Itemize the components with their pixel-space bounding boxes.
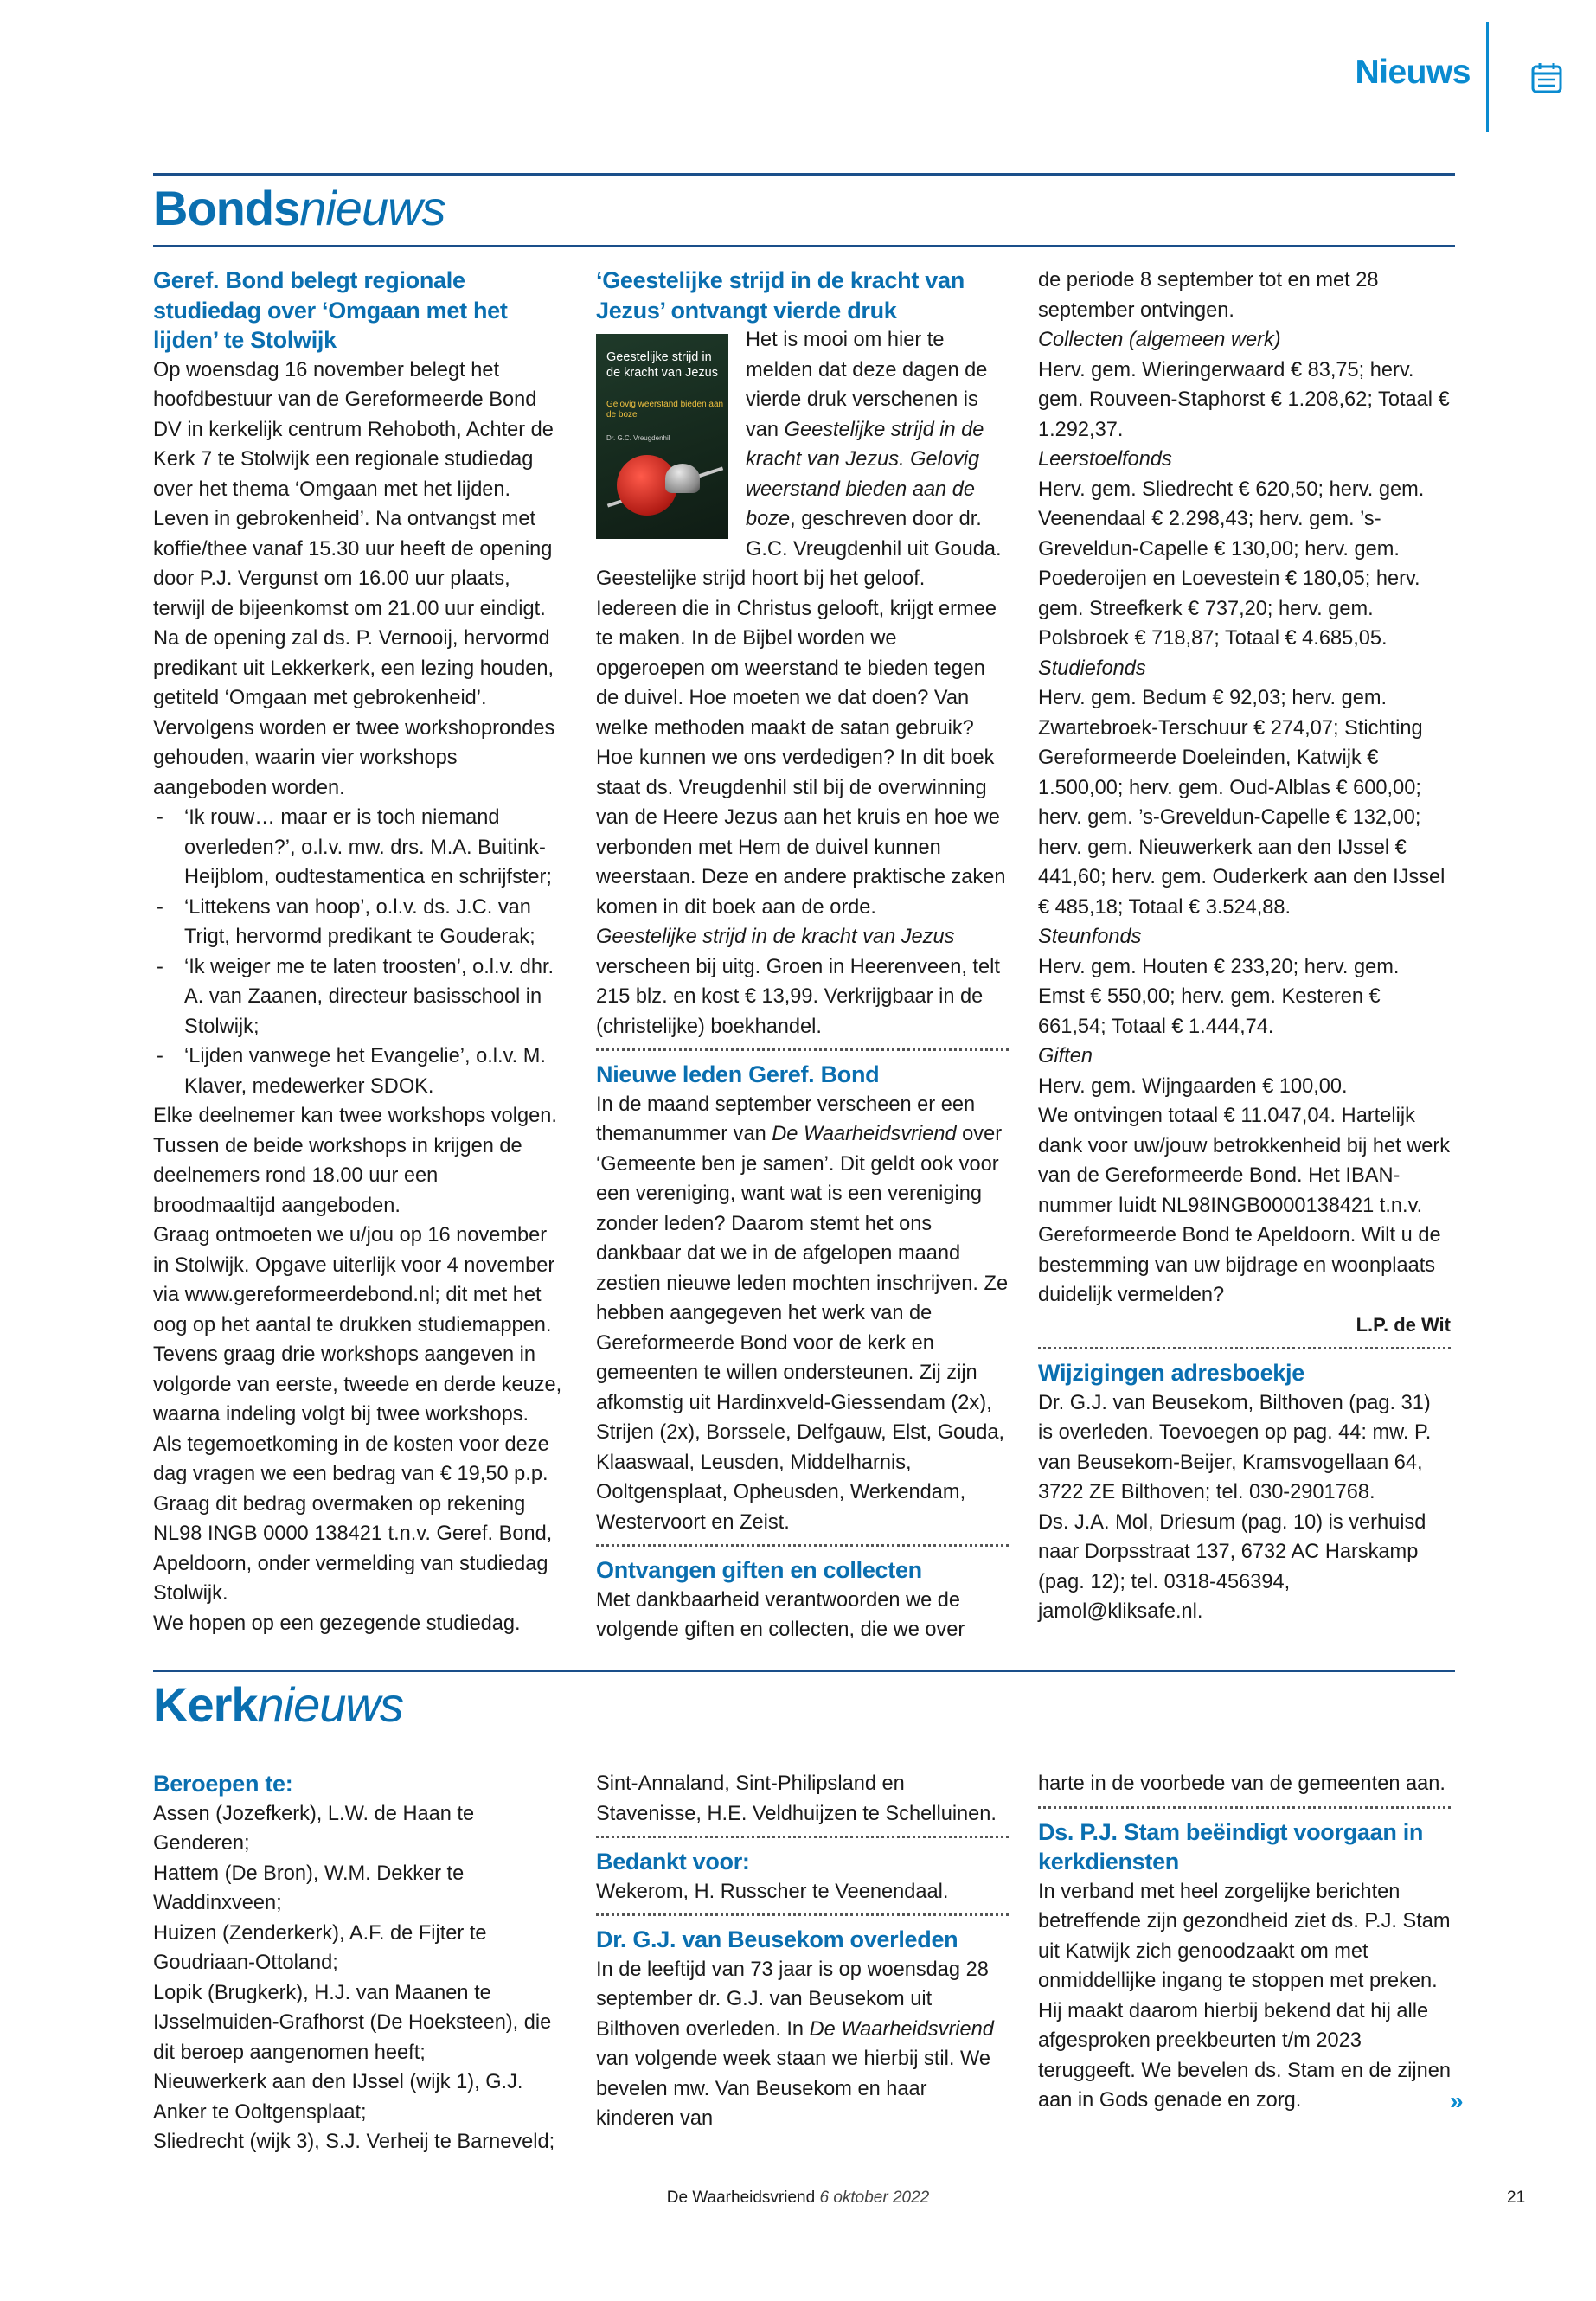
article-paragraph: Dr. G.J. van Beusekom, Bilthoven (pag. 31) is overleden. Toevoegen op pag. 44: mw. P. van Beusekom-Beijer, Kramsvogellaan 64, 3722 ZE Bilthoven; tel. 030-2901768. [1038, 1391, 1432, 1503]
dotted-divider [596, 1544, 1009, 1547]
article-heading: Ds. P.J. Stam beëindigt voorgaan in kerkdiensten [1038, 1818, 1424, 1875]
header-divider [1486, 22, 1489, 132]
fund-list: Herv. gem. Wieringerwaard € 83,75; herv. gem. Rouveen-Staphorst € 1.208,62; Totaal € 1.292,37. [1038, 358, 1450, 441]
article-heading: ‘Geestelijke strijd in de kracht van Jezus’ ontvangt vierde druk [596, 267, 965, 324]
section-rule-top [153, 173, 1455, 176]
section-tag: Nieuws [1355, 54, 1471, 91]
section-title-bondsnieuws: Bondsnieuws [153, 181, 445, 235]
article-heading: Ontvangen giften en collecten [596, 1557, 922, 1583]
book-cover [596, 334, 728, 539]
article-heading: Beroepen te: [153, 1771, 293, 1797]
kerknieuws-column-3 [1038, 1769, 1451, 2116]
fund-list: Herv. gem. Bedum € 92,03; herv. gem. Zwartebroek-Terschuur € 274,07; Stichting Gereformeerde Doeleinden, Katwijk € 1.500,00; herv. gem. Oud-Alblas € 600,00; herv. gem. ’s-Greveldun-Capelle € 132,00; herv. gem. Nieuwerkerk aan den IJssel € 441,60; herv. gem. Ouderkerk aan den IJssel € 485,18; Totaal € 3.524,88. [1038, 687, 1445, 919]
list-item: Wekerom, H. Russcher te Veenendaal. [596, 1880, 949, 1903]
list-item: Assen (Jozefkerk), L.W. de Haan te Genderen; [153, 1802, 475, 1855]
article-paragraph: Ds. J.A. Mol, Driesum (pag. 10) is verhuisd naar Dorpsstraat 137, 6732 AC Harskamp (pag. 12); tel. 0318-456394, jamol@kliksafe.nl. [1038, 1510, 1426, 1623]
list-item: Huizen (Zenderkerk), A.F. de Fijter te Goudriaan-Ottoland; [153, 1921, 487, 1974]
fund-heading: Giften [1038, 1045, 1093, 1067]
section-rule-top [153, 1670, 1455, 1672]
book-cover-subtitle: Gelovig weerstand bieden aan de boze [606, 400, 724, 420]
article-paragraph: In verband met heel zorgelijke berichten betreffende zijn gezondheid ziet ds. P.J. Stam uit Katwijk zich genoodzaakt om met onmiddellijke ingang te stoppen met preken. Hij maakt daarom hierbij bekend dat hij alle afgesproken preekbeurten t/m 2023 teruggeeft. We bevelen ds. Stam en de zijnen aan in Gods genade en zorg. [1038, 1880, 1451, 2112]
bondsnieuws-column-2 [596, 266, 1009, 1645]
book-cover-title: Geestelijke strijd in de kracht van Jezus [606, 350, 718, 380]
continue-arrow-icon: » [1450, 2087, 1464, 2114]
dotted-divider [596, 1836, 1009, 1838]
section-title-kerknieuws: Kerknieuws [153, 1677, 403, 1732]
article-paragraph: Geestelijke strijd in de kracht van Jezus verscheen bij uitg. Groen in Heerenveen, telt 215 blz. en kost € 13,99. Verkrijgbaar in de (christelijke) boekhandel. [596, 926, 1000, 1038]
article-paragraph: In de maand september verscheen er een themanummer van De Waarheidsvriend over ‘Gemeente ben je samen’. Dit geldt ook voor een vereniging, want wat is een vereniging zonder leden? Daarom stemt het ons dankbaar dat we in de afgelopen maand zestien nieuwe leden mochten inschrijven. Ze hebben aangegeven het werk van de Gereformeerde Bond voor de kerk en gemeenten te willen ondersteunen. Zij zijn afkomstig uit Hardinxveld-Giessendam (2x), Strijen (2x), Borssele, Delfgauw, Elst, Gouda, Klaaswaal, Leusden, Middelharnis, Ooltgensplaat, Opheusden, Werkendam, Westervoort en Zeist. [596, 1093, 1009, 1534]
article-paragraph: Op woensdag 16 november belegt het hoofdbestuur van de Gereformeerde Bond DV in kerkelijk centrum Rehoboth, Achter de Kerk 7 te Stolwijk een regionale studiedag over het thema ‘Omgaan met het lijden. Leven in gebrokenheid’. Na ontvangst met koffie/thee vanaf 15.30 uur heeft de opening door P.J. Vergunst om 16.00 uur plaats, terwijl de bijeenkomst om 21.00 uur eindigt. Na de opening zal ds. P. Vernooij, hervormd predikant uit Lekkerkerk, een lezing houden, getiteld ‘Omgaan met gebrokenheid’. Vervolgens worden er twee workshoprondes gehouden, waarin vier workshops aangeboden worden. [153, 358, 555, 799]
fund-heading: Leerstoelfonds [1038, 448, 1172, 471]
fund-list: Herv. gem. Wijngaarden € 100,00. [1038, 1074, 1348, 1098]
article-heading: Nieuwe leden Geref. Bond [596, 1061, 880, 1087]
article-paragraph: Als tegemoetkoming in de kosten voor deze dag vragen we een bedrag van € 19,50 p.p. Graag dit bedrag overmaken op rekening NL98 INGB 0000 138421 t.n.v. Geref. Bond, Apeldoorn, onder vermelding van studiedag Stolwijk. [153, 1433, 553, 1605]
page-number: 21 [1507, 2189, 1526, 2207]
article-paragraph: Graag ontmoeten we u/jou op 16 november in Stolwijk. Opgave uiterlijk voor 4 november via www.gereformeerdebond.nl; dit met het oog op het aantal te drukken studiemappen. Tevens graag drie workshops aangeven in volgorde van eerste, tweede en derde keuze, waarna indeling volgt bij twee workshops. [153, 1224, 562, 1426]
calendar-icon [1529, 61, 1564, 95]
article-paragraph: We ontvingen totaal € 11.047,04. Hartelijk dank voor uw/jouw betrokkenheid bij het werk van de Gereformeerde Bond. Het IBAN-nummer luidt NL98INGB0000138421 t.n.v. Gereformeerde Bond te Apeldoorn. Wilt u de bestemming van uw bijdrage en woonplaats duidelijk vermelden? [1038, 1105, 1451, 1306]
article-heading: Wijzigingen adresboekje [1038, 1360, 1304, 1386]
bondsnieuws-column-3 [1038, 266, 1451, 1627]
section-rule-bottom [153, 245, 1455, 247]
list-item: Nieuwerkerk aan den IJssel (wijk 1), G.J. Anker te Ooltgensplaat; [153, 2071, 523, 2124]
dotted-divider [596, 1048, 1009, 1051]
article-heading: Geref. Bond belegt regionale studiedag over ‘Omgaan met het lijden’ te Stolwijk [153, 267, 508, 353]
article-paragraph: Geestelijke strijd in de kracht van Jezus Gelovig weerstand bieden aan de boze Dr. G.C. Vreugdenhil Het is mooi om hier te melden dat deze dagen de vierde druk verschenen is van Geestelijke strijd in de kracht van Jezus. Gelovig weerstand bieden aan de boze, geschreven door dr. G.C. Vreugdenhil uit Gouda. Geestelijke strijd hoort bij het geloof. Iedereen die in Christus gelooft, krijgt ermee te maken. In de Bijbel worden we opgeroepen om weerstand te bieden tegen de duivel. Hoe moeten we dat doen? Van welke methoden maakt de satan gebruik? Hoe kunnen we ons verdedigen? In dit boek staat ds. Vreugdenhil stil bij de overwinning van de Heere Jezus aan het kruis en hoe we verbonden met Hem de duivel kunnen weerstaan. Deze en andere praktische zaken komen in dit boek aan de orde. [596, 329, 1006, 919]
list-item: Sliedrecht (wijk 3), S.J. Verheij te Barneveld; [153, 2131, 555, 2153]
helmet-image [665, 464, 700, 493]
article-paragraph: harte in de voorbede van de gemeenten aan. [1038, 1772, 1445, 1795]
list-item: Lopik (Brugkerk), H.J. van Maanen te IJsselmuiden-Grafhorst (De Hoeksteen), die dit beroep aangenomen heeft; [153, 1981, 552, 2064]
list-item: - ‘Ik rouw… maar er is toch niemand overleden?’, o.l.v. mw. drs. M.A. Buitink-Heijblom, oudtestamentica en schrijfster; [153, 803, 566, 893]
list-item: Sint-Annaland, Sint-Philipsland en Stavenisse, H.E. Veldhuijzen te Schelluinen. [596, 1772, 997, 1825]
article-paragraph: Met dankbaarheid verantwoorden we de volgende giften en collecten, die we over [596, 1588, 965, 1641]
issue-date: 6 oktober 2022 [819, 2189, 930, 2207]
fund-heading: Collecten (algemeen werk) [1038, 329, 1281, 351]
kerknieuws-column-1 [153, 1769, 566, 2157]
list-item: - ‘Lijden vanwege het Evangelie’, o.l.v. M. Klaver, medewerker SDOK. [153, 1042, 566, 1101]
article-paragraph: In de leeftijd van 73 jaar is op woensdag 28 september dr. G.J. van Beusekom uit Bilthoven overleden. In De Waarheidsvriend van volgende week staan we hierbij stil. We bevelen mw. Van Beusekom en haar kinderen van [596, 1958, 994, 2130]
article-paragraph: de periode 8 september tot en met 28 september ontvingen. [1038, 269, 1379, 322]
book-cover-author: Dr. G.C. Vreugdenhil [606, 434, 670, 442]
dotted-divider [1038, 1347, 1451, 1349]
author-signature: L.P. de Wit [1356, 1313, 1451, 1336]
dotted-divider [596, 1913, 1009, 1916]
list-item: Hattem (De Bron), W.M. Dekker te Waddinxveen; [153, 1862, 465, 1914]
magazine-name: De Waarheidsvriend [666, 2189, 816, 2207]
dotted-divider [1038, 1806, 1451, 1809]
page-footer [0, 2189, 1596, 2208]
list-item: - ‘Ik weiger me te laten troosten’, o.l.v. dhr. A. van Zaanen, directeur basisschool in Stolwijk; [153, 952, 566, 1042]
bondsnieuws-column-1 [153, 266, 566, 1638]
article-heading: Dr. G.J. van Beusekom overleden [596, 1926, 958, 1952]
kerknieuws-column-2 [596, 1769, 1009, 2134]
fund-list: Herv. gem. Houten € 233,20; herv. gem. Emst € 550,00; herv. gem. Kesteren € 661,54; Totaal € 1.444,74. [1038, 955, 1400, 1038]
list-item: - ‘Littekens van hoop’, o.l.v. ds. J.C. van Trigt, hervormd predikant te Gouderak; [153, 893, 566, 952]
fund-list: Herv. gem. Sliedrecht € 620,50; herv. gem. Veenendaal € 2.298,43; herv. gem. ’s-Greveldun-Capelle € 130,00; herv. gem. Poederoijen en Loevestein € 180,05; herv. gem. Streefkerk € 737,20; herv. gem. Polsbroek € 718,87; Totaal € 4.685,05. [1038, 478, 1425, 650]
article-heading: Bedankt voor: [596, 1849, 750, 1875]
article-paragraph: Elke deelnemer kan twee workshops volgen. Tussen de beide workshops in krijgen de deelnemers rond 18.00 uur een broodmaaltijd aangeboden. [153, 1105, 557, 1217]
article-paragraph: We hopen op een gezegende studiedag. [153, 1612, 521, 1635]
workshop-list [153, 803, 566, 1101]
fund-heading: Steunfonds [1038, 926, 1142, 948]
fund-heading: Studiefonds [1038, 657, 1146, 680]
